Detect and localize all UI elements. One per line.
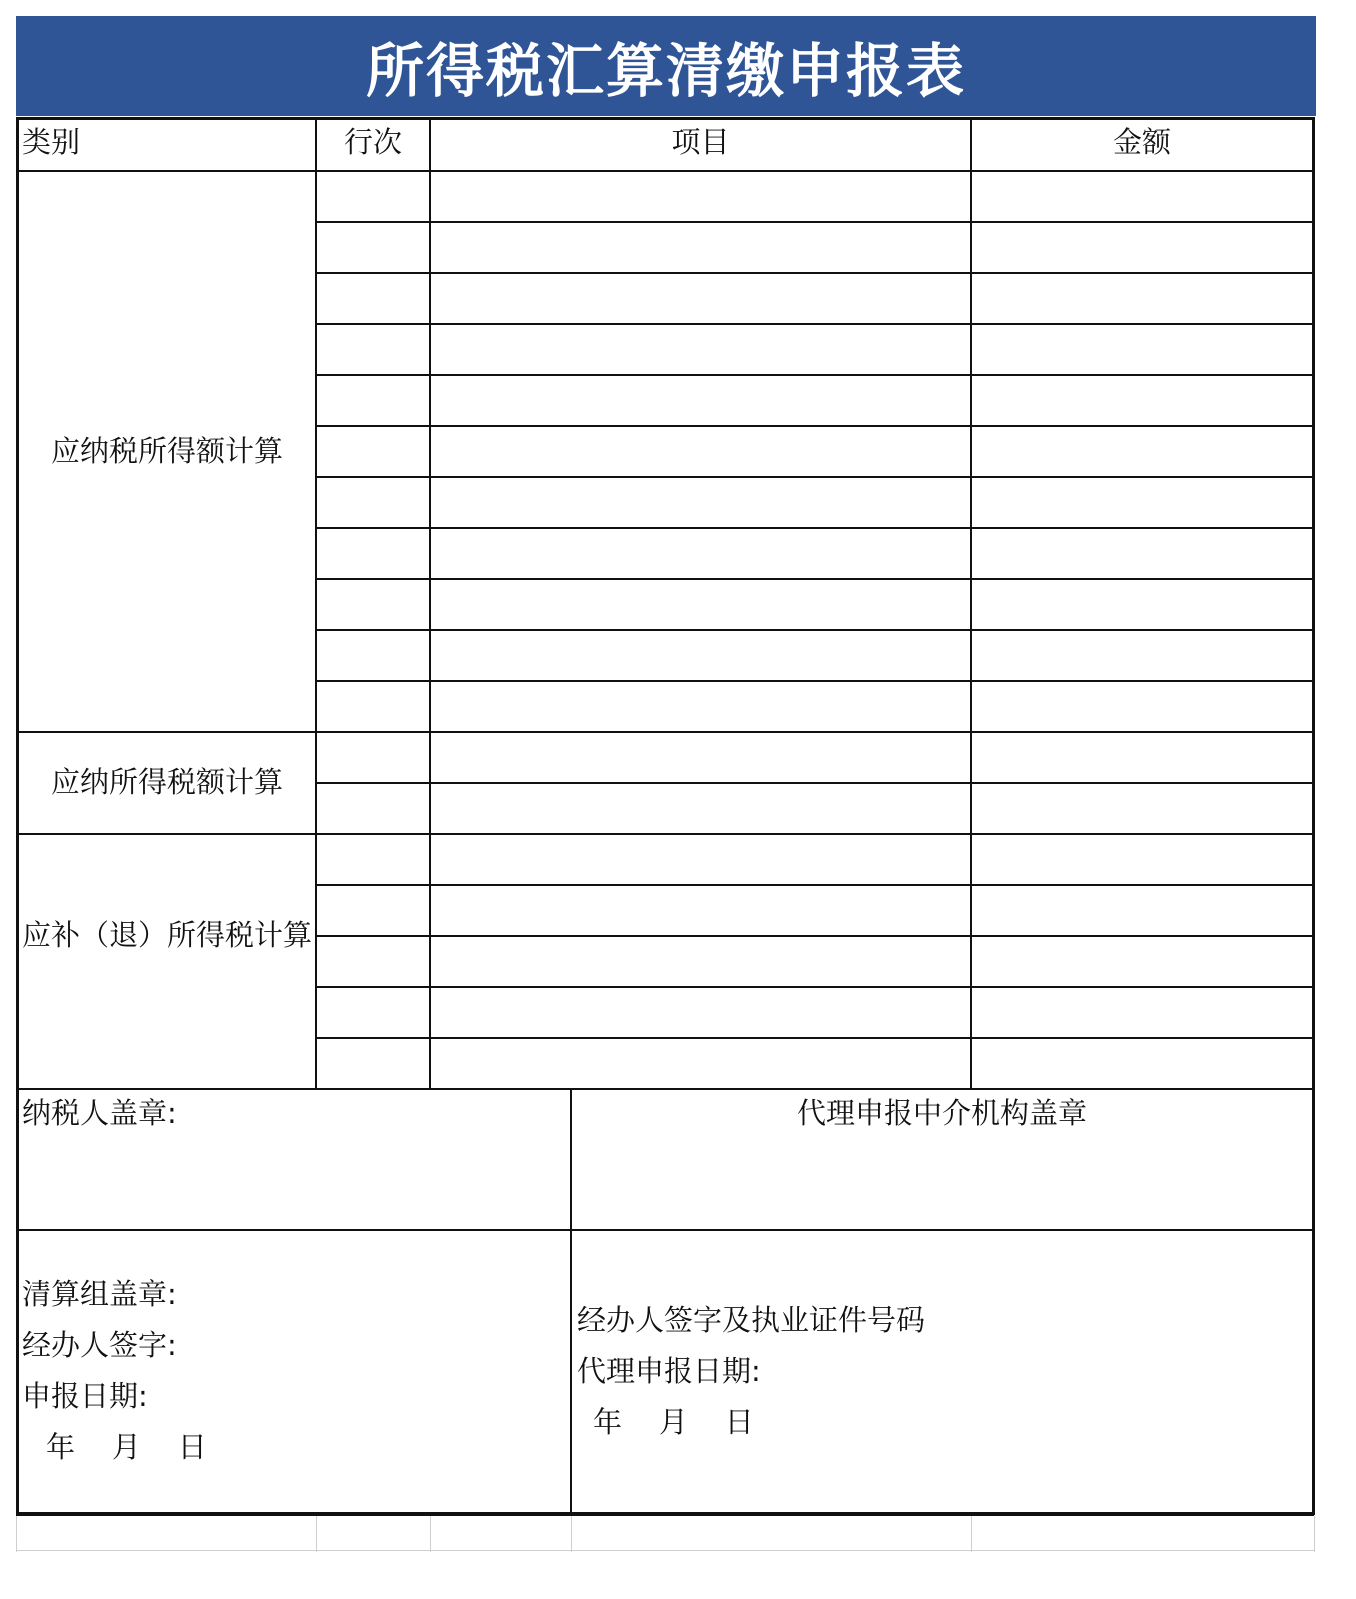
row-line (316, 782, 1314, 784)
trailing-col-line (430, 1516, 431, 1552)
trailing-col-line (971, 1516, 972, 1552)
trailing-col-line (1314, 1516, 1315, 1552)
header-amount: 金额 (1112, 125, 1171, 159)
trailing-row-line (16, 1550, 1314, 1551)
agency-seal-label: 代理申报中介机构盖章 (796, 1096, 1087, 1130)
col-line (315, 117, 317, 1089)
table-top-border (16, 117, 1314, 120)
row-line (316, 986, 1314, 988)
row-line (316, 476, 1314, 478)
trailing-col-line (571, 1516, 572, 1552)
section-label-tax-refund: 应补（退）所得税计算 (22, 918, 313, 952)
agent-signature-label: 经办人签字及执业证件号码 (577, 1303, 926, 1337)
col-line (970, 117, 972, 1089)
header-line-no: 行次 (343, 125, 402, 159)
col-line (429, 117, 431, 1089)
row-line (316, 578, 1314, 580)
data-area-bottom-line (16, 1088, 1314, 1090)
trailing-col-line (316, 1516, 317, 1552)
table-left-border (16, 117, 19, 1515)
agent-declare-date-ymd: 年 月 日 (593, 1405, 754, 1439)
footer-col-line (570, 1088, 572, 1514)
header-bottom-line (16, 170, 1314, 172)
row-line (316, 221, 1314, 223)
section-divider (16, 833, 316, 835)
section-divider (16, 731, 316, 733)
footer-row-line (16, 1229, 1314, 1231)
section-label-taxable-income: 应纳税所得额计算 (50, 434, 283, 468)
row-line (316, 374, 1314, 376)
row-line (316, 1037, 1314, 1039)
declare-date-ymd: 年 月 日 (46, 1430, 207, 1464)
row-line (316, 527, 1314, 529)
trailing-col-line (16, 1516, 17, 1552)
row-line (316, 272, 1314, 274)
row-line (316, 680, 1314, 682)
header-category: 类别 (22, 125, 81, 159)
liquidation-seal-label: 清算组盖章: (22, 1277, 177, 1311)
handler-signature-label: 经办人签字: (22, 1328, 177, 1362)
row-line (316, 731, 1314, 733)
table-bottom-border (16, 1512, 1314, 1516)
table-right-border (1312, 117, 1315, 1515)
header-item: 项目 (671, 125, 730, 159)
row-line (316, 884, 1314, 886)
section-label-tax-payable: 应纳所得税额计算 (50, 765, 283, 799)
row-line (316, 629, 1314, 631)
row-line (316, 323, 1314, 325)
declare-date-label: 申报日期: (22, 1379, 148, 1413)
row-line (316, 935, 1314, 937)
form-title: 所得税汇算清缴申报表 (16, 16, 1316, 116)
taxpayer-seal-label: 纳税人盖章: (22, 1096, 177, 1130)
row-line (316, 833, 1314, 835)
agent-declare-date-label: 代理申报日期: (577, 1354, 761, 1388)
row-line (316, 425, 1314, 427)
